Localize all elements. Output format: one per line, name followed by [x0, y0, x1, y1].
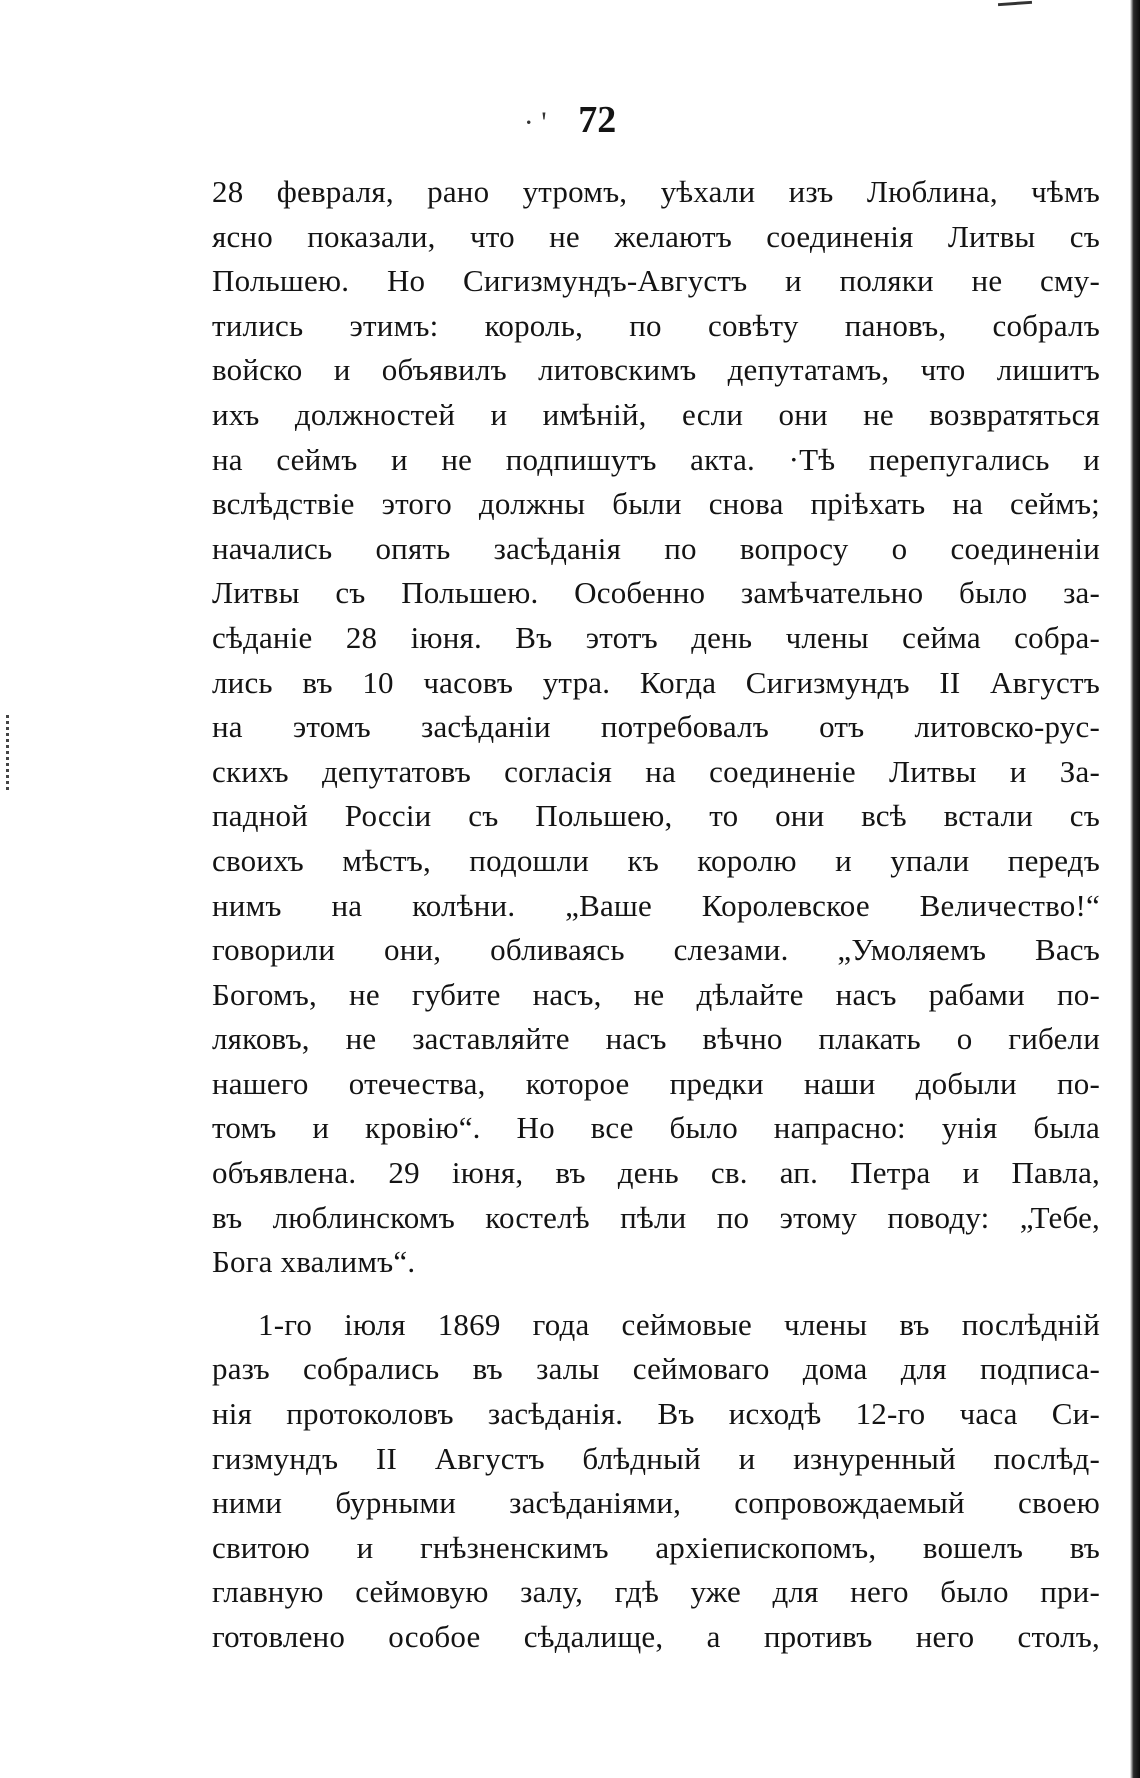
- text-line: ясно показали, что не желаютъ соединенія Литвы съ: [212, 218, 1100, 254]
- paragraph: [212, 1303, 1100, 1660]
- margin-dots: [6, 715, 13, 790]
- body-text: [212, 170, 1100, 1660]
- text-line: разъ собрались въ залы сеймоваго дома для подписа-: [212, 1351, 1100, 1387]
- paragraph: [212, 170, 1100, 1285]
- page-header: [0, 98, 1140, 145]
- text-line: Литвы съ Польшею. Особенно замѣчательно было за-: [212, 575, 1100, 611]
- text-line: 28 февраля, рано утромъ, уѣхали изъ Люблина, чѣмъ: [212, 174, 1100, 209]
- header-dots: · ': [523, 106, 547, 139]
- text-line: на сеймъ и не подпишутъ акта. ·Тѣ перепугались и: [212, 441, 1100, 477]
- text-line: своихъ мѣстъ, подошли къ королю и упали передъ: [212, 842, 1100, 878]
- text-line: лись въ 10 часовъ утра. Когда Сигизмундъ II Августъ: [212, 664, 1100, 700]
- text-line: томъ и кровію“. Но все было напрасно: унія была: [212, 1110, 1100, 1146]
- text-line: падной Россіи съ Польшею, то они всѣ встали съ: [212, 798, 1100, 834]
- text-line: въ люблинскомъ костелѣ пѣли по этому поводу: „Тебе,: [212, 1199, 1100, 1235]
- text-line: говорили они, обливаясь слезами. „Умоляемъ Васъ: [212, 932, 1100, 968]
- text-line: сѣданіе 28 іюня. Въ этотъ день члены сейма собра-: [212, 619, 1100, 655]
- text-line: тились этимъ: король, по совѣту пановъ, собралъ: [212, 307, 1100, 343]
- text-line: вслѣдствіе этого должны были снова пріѣхать на сеймъ;: [212, 486, 1100, 522]
- text-line: начались опять засѣданія по вопросу о соединеніи: [212, 530, 1100, 566]
- text-line: скихъ депутатовъ согласія на соединеніе Литвы и За-: [212, 753, 1100, 789]
- text-line: Польшею. Но Сигизмундъ-Августъ и поляки не сму-: [212, 263, 1100, 299]
- text-line: свитою и гнѣзненскимъ архіепископомъ, вошелъ въ: [212, 1529, 1100, 1565]
- text-line: Богомъ, не губите насъ, не дѣлайте насъ рабами по-: [212, 976, 1100, 1012]
- scan-mark: [998, 1, 1032, 6]
- text-line: ихъ должностей и имѣній, если они не возвратяться: [212, 396, 1100, 432]
- text-line: Бога хвалимъ“.: [212, 1244, 416, 1280]
- text-line: главную сеймовую залу, гдѣ уже для него было при-: [212, 1574, 1100, 1610]
- page-edge-shadow: [1130, 0, 1140, 1778]
- text-line: нашего отечества, которое предки наши добыли по-: [212, 1065, 1100, 1101]
- text-line: на этомъ засѣданіи потребовалъ отъ литовско-рус-: [212, 709, 1100, 745]
- page-number: 72: [578, 99, 617, 141]
- text-line: ляковъ, не заставляйте насъ вѣчно плакать о гибели: [212, 1021, 1100, 1057]
- paragraph-gap: [212, 1285, 1100, 1303]
- text-line: ними бурными засѣданіями, сопровождаемый своею: [212, 1485, 1100, 1521]
- text-line: войско и объявилъ литовскимъ депутатамъ, что лишитъ: [212, 352, 1100, 388]
- text-line: нія протоколовъ засѣданія. Въ исходѣ 12-го часа Си-: [212, 1396, 1100, 1432]
- text-line: объявлена. 29 іюня, въ день св. ап. Петра и Павла,: [212, 1155, 1100, 1191]
- text-line: готовлено особое сѣдалище, а противъ него столъ,: [212, 1619, 1100, 1654]
- text-line: нимъ на колѣни. „Ваше Королевское Величество!“: [212, 887, 1100, 923]
- text-line: гизмундъ II Августъ блѣдный и изнуренный послѣд-: [212, 1440, 1100, 1476]
- text-line: 1-го іюля 1869 года сеймовые члены въ послѣдній: [258, 1306, 1100, 1342]
